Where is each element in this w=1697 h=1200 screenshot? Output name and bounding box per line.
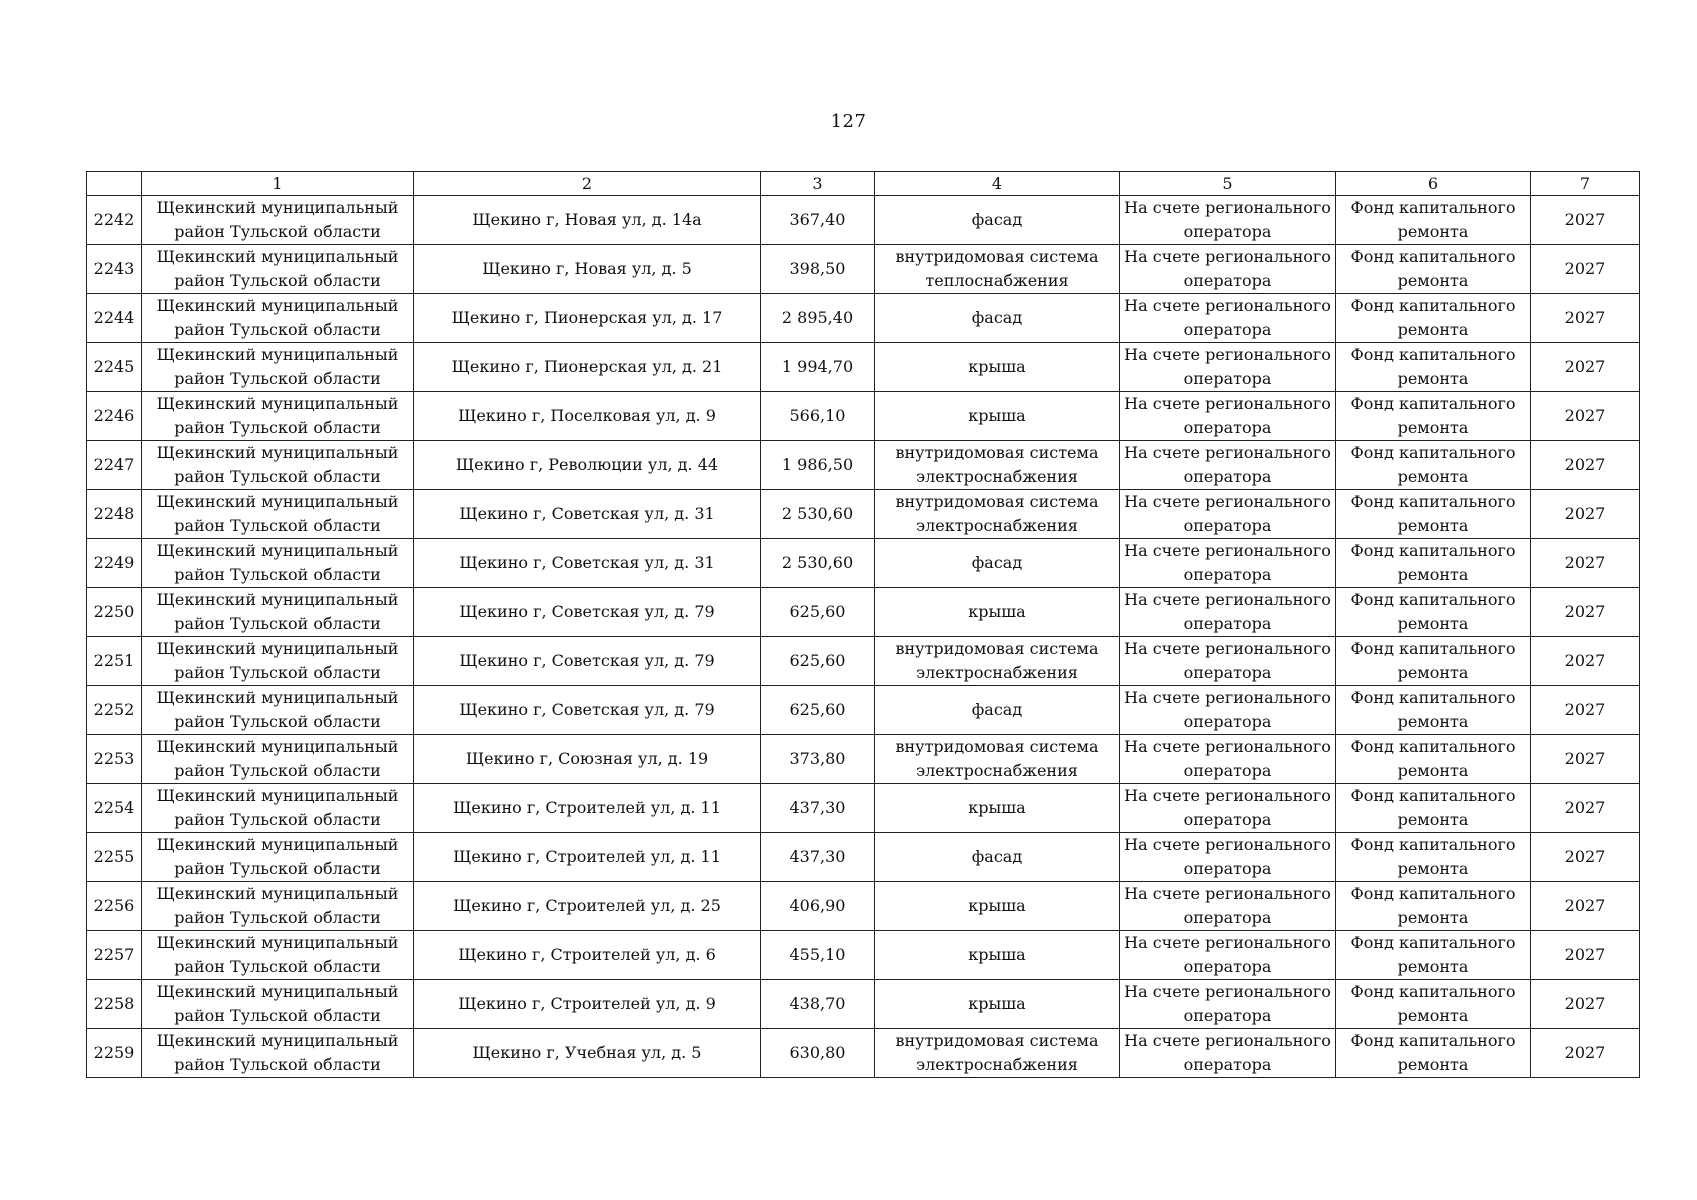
table-row [87, 980, 1640, 1029]
account-cell: На счете регионального оператора [1120, 833, 1336, 882]
municipality-cell: Щекинский муниципальный район Тульской области [142, 294, 414, 343]
fund-cell: Фонд капитального ремонта [1336, 686, 1531, 735]
account-cell: На счете регионального оператора [1120, 539, 1336, 588]
area-cell: 1 994,70 [761, 343, 875, 392]
table-row [87, 833, 1640, 882]
registry-table [86, 171, 1640, 1078]
area-cell: 625,60 [761, 686, 875, 735]
account-cell: На счете регионального оператора [1120, 392, 1336, 441]
area-cell: 2 530,60 [761, 490, 875, 539]
address-cell: Щекино г, Строителей ул, д. 25 [414, 882, 761, 931]
account-cell: На счете регионального оператора [1120, 1029, 1336, 1078]
table-row [87, 539, 1640, 588]
year-cell: 2027 [1531, 441, 1640, 490]
work-type-cell: крыша [875, 588, 1120, 637]
table-row [87, 931, 1640, 980]
table-row [87, 392, 1640, 441]
row-number-cell: 2255 [87, 833, 142, 882]
account-cell: На счете регионального оператора [1120, 588, 1336, 637]
address-cell: Щекино г, Учебная ул, д. 5 [414, 1029, 761, 1078]
account-cell: На счете регионального оператора [1120, 294, 1336, 343]
row-number-cell: 2248 [87, 490, 142, 539]
area-cell: 2 530,60 [761, 539, 875, 588]
address-cell: Щекино г, Пионерская ул, д. 17 [414, 294, 761, 343]
row-number-cell: 2257 [87, 931, 142, 980]
table-row [87, 784, 1640, 833]
fund-cell: Фонд капитального ремонта [1336, 637, 1531, 686]
work-type-cell: фасад [875, 686, 1120, 735]
header-cell-3: 3 [761, 172, 875, 196]
address-cell: Щекино г, Строителей ул, д. 11 [414, 833, 761, 882]
municipality-cell: Щекинский муниципальный район Тульской области [142, 490, 414, 539]
header-cell-5: 5 [1120, 172, 1336, 196]
header-cell-2: 2 [414, 172, 761, 196]
header-cell-4: 4 [875, 172, 1120, 196]
work-type-cell: фасад [875, 196, 1120, 245]
year-cell: 2027 [1531, 735, 1640, 784]
account-cell: На счете регионального оператора [1120, 686, 1336, 735]
work-type-cell: крыша [875, 980, 1120, 1029]
area-cell: 1 986,50 [761, 441, 875, 490]
work-type-cell: крыша [875, 392, 1120, 441]
area-cell: 438,70 [761, 980, 875, 1029]
table-row [87, 294, 1640, 343]
row-number-cell: 2253 [87, 735, 142, 784]
table-row [87, 490, 1640, 539]
area-cell: 373,80 [761, 735, 875, 784]
year-cell: 2027 [1531, 1029, 1640, 1078]
fund-cell: Фонд капитального ремонта [1336, 392, 1531, 441]
municipality-cell: Щекинский муниципальный район Тульской области [142, 882, 414, 931]
account-cell: На счете регионального оператора [1120, 980, 1336, 1029]
area-cell: 625,60 [761, 588, 875, 637]
municipality-cell: Щекинский муниципальный район Тульской области [142, 784, 414, 833]
fund-cell: Фонд капитального ремонта [1336, 882, 1531, 931]
work-type-cell: крыша [875, 343, 1120, 392]
header-cell-6: 6 [1336, 172, 1531, 196]
municipality-cell: Щекинский муниципальный район Тульской области [142, 343, 414, 392]
table-row [87, 686, 1640, 735]
table-row [87, 1029, 1640, 1078]
work-type-cell: крыша [875, 931, 1120, 980]
account-cell: На счете регионального оператора [1120, 931, 1336, 980]
table-row [87, 735, 1640, 784]
fund-cell: Фонд капитального ремонта [1336, 539, 1531, 588]
area-cell: 2 895,40 [761, 294, 875, 343]
fund-cell: Фонд капитального ремонта [1336, 196, 1531, 245]
table-row [87, 245, 1640, 294]
municipality-cell: Щекинский муниципальный район Тульской области [142, 686, 414, 735]
municipality-cell: Щекинский муниципальный район Тульской области [142, 392, 414, 441]
fund-cell: Фонд капитального ремонта [1336, 441, 1531, 490]
year-cell: 2027 [1531, 539, 1640, 588]
year-cell: 2027 [1531, 588, 1640, 637]
year-cell: 2027 [1531, 637, 1640, 686]
year-cell: 2027 [1531, 882, 1640, 931]
row-number-cell: 2251 [87, 637, 142, 686]
address-cell: Щекино г, Советская ул, д. 79 [414, 686, 761, 735]
row-number-cell: 2243 [87, 245, 142, 294]
work-type-cell: внутридомовая система электроснабжения [875, 735, 1120, 784]
year-cell: 2027 [1531, 490, 1640, 539]
account-cell: На счете регионального оператора [1120, 735, 1336, 784]
year-cell: 2027 [1531, 931, 1640, 980]
work-type-cell: внутридомовая система электроснабжения [875, 637, 1120, 686]
address-cell: Щекино г, Советская ул, д. 79 [414, 588, 761, 637]
account-cell: На счете регионального оператора [1120, 882, 1336, 931]
year-cell: 2027 [1531, 343, 1640, 392]
row-number-cell: 2256 [87, 882, 142, 931]
row-number-cell: 2259 [87, 1029, 142, 1078]
year-cell: 2027 [1531, 784, 1640, 833]
work-type-cell: крыша [875, 882, 1120, 931]
municipality-cell: Щекинский муниципальный район Тульской области [142, 588, 414, 637]
fund-cell: Фонд капитального ремонта [1336, 735, 1531, 784]
work-type-cell: фасад [875, 539, 1120, 588]
municipality-cell: Щекинский муниципальный район Тульской области [142, 245, 414, 294]
table-header [87, 172, 1640, 196]
row-number-cell: 2242 [87, 196, 142, 245]
area-cell: 437,30 [761, 784, 875, 833]
address-cell: Щекино г, Пионерская ул, д. 21 [414, 343, 761, 392]
work-type-cell: внутридомовая система электроснабжения [875, 490, 1120, 539]
address-cell: Щекино г, Строителей ул, д. 9 [414, 980, 761, 1029]
header-cell-7: 7 [1531, 172, 1640, 196]
address-cell: Щекино г, Новая ул, д. 14а [414, 196, 761, 245]
account-cell: На счете регионального оператора [1120, 343, 1336, 392]
row-number-cell: 2254 [87, 784, 142, 833]
municipality-cell: Щекинский муниципальный район Тульской области [142, 833, 414, 882]
fund-cell: Фонд капитального ремонта [1336, 1029, 1531, 1078]
year-cell: 2027 [1531, 294, 1640, 343]
area-cell: 455,10 [761, 931, 875, 980]
fund-cell: Фонд капитального ремонта [1336, 588, 1531, 637]
municipality-cell: Щекинский муниципальный район Тульской области [142, 735, 414, 784]
address-cell: Щекино г, Советская ул, д. 31 [414, 539, 761, 588]
year-cell: 2027 [1531, 392, 1640, 441]
header-cell-1: 1 [142, 172, 414, 196]
address-cell: Щекино г, Советская ул, д. 31 [414, 490, 761, 539]
work-type-cell: внутридомовая система электроснабжения [875, 1029, 1120, 1078]
account-cell: На счете регионального оператора [1120, 196, 1336, 245]
row-number-cell: 2250 [87, 588, 142, 637]
header-row [87, 172, 1640, 196]
area-cell: 625,60 [761, 637, 875, 686]
row-number-cell: 2246 [87, 392, 142, 441]
fund-cell: Фонд капитального ремонта [1336, 490, 1531, 539]
account-cell: На счете регионального оператора [1120, 245, 1336, 294]
row-number-cell: 2249 [87, 539, 142, 588]
work-type-cell: фасад [875, 294, 1120, 343]
fund-cell: Фонд капитального ремонта [1336, 343, 1531, 392]
row-number-cell: 2252 [87, 686, 142, 735]
fund-cell: Фонд капитального ремонта [1336, 833, 1531, 882]
area-cell: 398,50 [761, 245, 875, 294]
year-cell: 2027 [1531, 196, 1640, 245]
fund-cell: Фонд капитального ремонта [1336, 294, 1531, 343]
fund-cell: Фонд капитального ремонта [1336, 931, 1531, 980]
area-cell: 566,10 [761, 392, 875, 441]
area-cell: 406,90 [761, 882, 875, 931]
work-type-cell: внутридомовая система электроснабжения [875, 441, 1120, 490]
table-row [87, 882, 1640, 931]
municipality-cell: Щекинский муниципальный район Тульской области [142, 980, 414, 1029]
table-row [87, 441, 1640, 490]
work-type-cell: фасад [875, 833, 1120, 882]
address-cell: Щекино г, Союзная ул, д. 19 [414, 735, 761, 784]
area-cell: 367,40 [761, 196, 875, 245]
table-row [87, 196, 1640, 245]
table-body [87, 196, 1640, 1078]
row-number-cell: 2258 [87, 980, 142, 1029]
fund-cell: Фонд капитального ремонта [1336, 245, 1531, 294]
address-cell: Щекино г, Строителей ул, д. 11 [414, 784, 761, 833]
address-cell: Щекино г, Революции ул, д. 44 [414, 441, 761, 490]
year-cell: 2027 [1531, 245, 1640, 294]
table-row [87, 343, 1640, 392]
address-cell: Щекино г, Поселковая ул, д. 9 [414, 392, 761, 441]
table-row [87, 588, 1640, 637]
area-cell: 630,80 [761, 1029, 875, 1078]
address-cell: Щекино г, Строителей ул, д. 6 [414, 931, 761, 980]
municipality-cell: Щекинский муниципальный район Тульской области [142, 441, 414, 490]
municipality-cell: Щекинский муниципальный район Тульской области [142, 931, 414, 980]
page-number: 127 [830, 111, 867, 132]
municipality-cell: Щекинский муниципальный район Тульской области [142, 1029, 414, 1078]
account-cell: На счете регионального оператора [1120, 490, 1336, 539]
work-type-cell: крыша [875, 784, 1120, 833]
fund-cell: Фонд капитального ремонта [1336, 980, 1531, 1029]
address-cell: Щекино г, Советская ул, д. 79 [414, 637, 761, 686]
row-number-cell: 2244 [87, 294, 142, 343]
area-cell: 437,30 [761, 833, 875, 882]
account-cell: На счете регионального оператора [1120, 637, 1336, 686]
row-number-cell: 2245 [87, 343, 142, 392]
municipality-cell: Щекинский муниципальный район Тульской области [142, 539, 414, 588]
row-number-cell: 2247 [87, 441, 142, 490]
address-cell: Щекино г, Новая ул, д. 5 [414, 245, 761, 294]
municipality-cell: Щекинский муниципальный район Тульской области [142, 637, 414, 686]
table-row [87, 637, 1640, 686]
fund-cell: Фонд капитального ремонта [1336, 784, 1531, 833]
year-cell: 2027 [1531, 686, 1640, 735]
account-cell: На счете регионального оператора [1120, 441, 1336, 490]
work-type-cell: внутридомовая система теплоснабжения [875, 245, 1120, 294]
header-cell-num [87, 172, 142, 196]
year-cell: 2027 [1531, 833, 1640, 882]
year-cell: 2027 [1531, 980, 1640, 1029]
municipality-cell: Щекинский муниципальный район Тульской области [142, 196, 414, 245]
account-cell: На счете регионального оператора [1120, 784, 1336, 833]
